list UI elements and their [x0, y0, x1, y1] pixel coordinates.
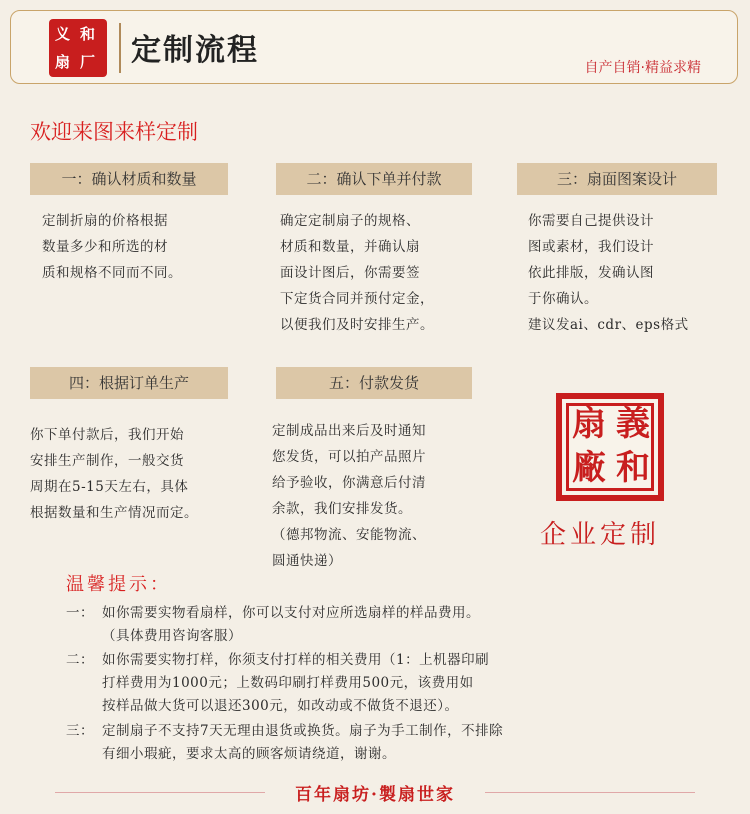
logo-char: 厂 [80, 53, 96, 71]
header-divider [119, 23, 121, 73]
logo-char: 义 [55, 25, 71, 43]
seal-char: 和 [616, 448, 650, 488]
tip-body: 如你需要实物打样，你须支付打样的相关费用（1：上机器印刷 打样费用为1000元；上数码印刷打样费用500元，该费用如 按样品做大货可以退还300元，如改动或不做货不退还）。 [102, 652, 490, 714]
step-1-text: 定制折扇的价格根据 数量多少和所选的材 质和规格不同而不同。 [42, 213, 182, 281]
tips-title: 温馨提示： [66, 574, 171, 595]
page-title: 定制流程 [131, 33, 259, 68]
step-2-text: 确定定制扇子的规格、 材质和数量，并确认扇 面设计图后，你需要签 下定货合同并预付定金， 以便我们及时安排生产。 [280, 213, 434, 333]
step-4-label: 四：根据订单生产 [30, 367, 228, 399]
brand-logo [49, 19, 107, 77]
step-3-label: 三：扇面图案设计 [517, 163, 717, 195]
step-2-label: 二：确认下单并付款 [276, 163, 472, 195]
logo-char: 和 [80, 25, 96, 43]
step-5-text: 定制成品出来后及时通知 您发货，可以拍产品照片 给予验收，你满意后付清 余款，我们安排发货。 （德邦物流、安能物流、 圆通快递） [272, 423, 426, 569]
step-1-label: 一：确认材质和数量 [30, 163, 228, 195]
section-title: 欢迎来图来样定制 [30, 120, 198, 144]
header-panel [10, 10, 738, 84]
seal-caption: 企业定制 [540, 520, 661, 550]
header-slogan: 自产自销·精益求精 [584, 60, 701, 76]
seal-char: 廠 [572, 448, 606, 488]
tip-body: 定制扇子不支持7天无理由退货或换货。扇子为手工制作，不排除 有细小瑕疵，要求太高的顾客烦请绕道，谢谢。 [102, 723, 504, 762]
tip-item-2 [66, 649, 706, 719]
tip-number: 三： [66, 723, 94, 739]
tip-body: 如你需要实物看扇样，你可以支付对应所选扇样的样品费用。 （具体费用咨询客服） [102, 605, 480, 644]
seal-char: 義 [616, 404, 650, 444]
tip-item-1 [66, 602, 706, 648]
tip-item-3 [66, 720, 706, 766]
step-4-text: 你下单付款后，我们开始 安排生产制作，一般交货 周期在5-15天左右，具体 根据数量和生产情况而定。 [30, 427, 198, 521]
tip-number: 一： [66, 605, 94, 621]
step-5-label: 五：付款发货 [276, 367, 472, 399]
company-seal [556, 393, 664, 501]
tip-number: 二： [66, 652, 94, 668]
step-3-text: 你需要自己提供设计 图或素材，我们设计 依此排版，发确认图 于你确认。 建议发ai、cdr、eps格式 [528, 213, 689, 333]
footer-slogan: 百年扇坊·製扇世家 [295, 785, 455, 805]
seal-char: 扇 [572, 404, 606, 444]
logo-char: 扇 [55, 53, 71, 71]
